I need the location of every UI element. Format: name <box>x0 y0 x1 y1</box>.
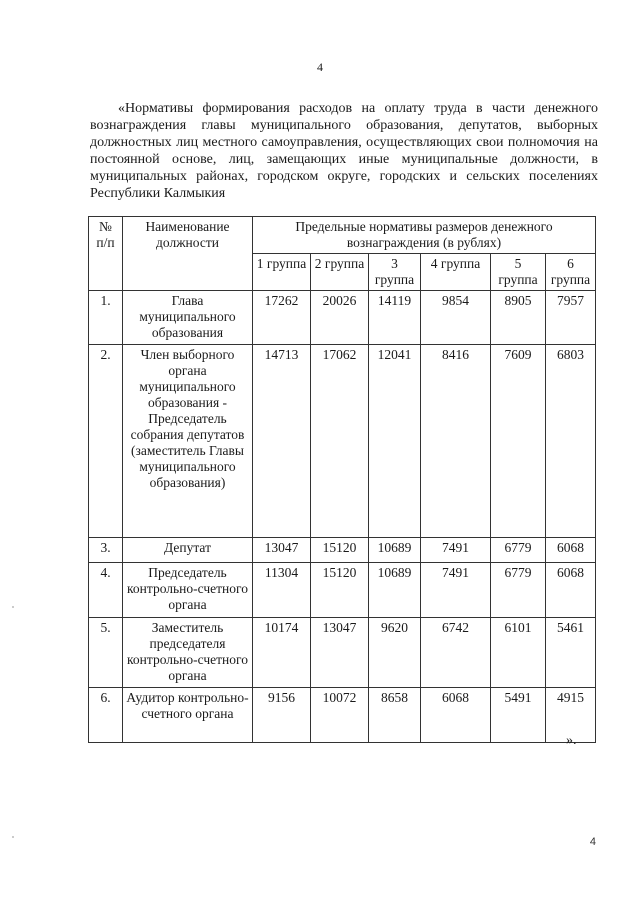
scan-speck <box>12 836 14 838</box>
amount-cell: 7491 <box>421 538 491 563</box>
amount-cell: 13047 <box>253 538 311 563</box>
position-name: Депутат <box>123 538 253 563</box>
amount-cell: 9620 <box>369 618 421 688</box>
amount-cell: 20026 <box>311 291 369 345</box>
position-name: Глава муниципального образования <box>123 291 253 345</box>
scan-speck <box>12 606 14 608</box>
amount-cell: 14713 <box>253 345 311 538</box>
table-row <box>89 345 596 538</box>
amount-cell: 5491 <box>491 688 546 743</box>
amount-cell: 6068 <box>546 563 596 618</box>
amount-cell: 12041 <box>369 345 421 538</box>
amount-cell: 15120 <box>311 563 369 618</box>
amount-cell: 6803 <box>546 345 596 538</box>
amount-cell: 5461 <box>546 618 596 688</box>
col-num-header: № п/п <box>89 217 123 291</box>
amount-cell: 9156 <box>253 688 311 743</box>
amount-cell: 10072 <box>311 688 369 743</box>
amount-cell: 8416 <box>421 345 491 538</box>
table-row <box>89 538 596 563</box>
amount-cell: 13047 <box>311 618 369 688</box>
intro-paragraph: «Нормативы формирования расходов на оплату труда в части денежного вознаграждения главы муниципального образования, депутатов, выборных должностных лиц местного самоуправления, осуществляющих свои полномочия на постоянной основе, лиц, замещающих иные муниципальные должности, в муниципальных районах, городском округе, городских и сельских поселениях Республики Калмыкия <box>90 101 598 201</box>
amount-cell: 11304 <box>253 563 311 618</box>
amount-cell: 6068 <box>546 538 596 563</box>
row-number: 3. <box>89 538 123 563</box>
row-number: 2. <box>89 345 123 538</box>
amount-cell: 10689 <box>369 563 421 618</box>
amount-cell: 8658 <box>369 688 421 743</box>
table-row <box>89 563 596 618</box>
page-number-bottom: 4 <box>589 836 596 848</box>
amount-cell: 15120 <box>311 538 369 563</box>
amount-cell: 10689 <box>369 538 421 563</box>
col-name-header: Наименование должности <box>123 217 253 291</box>
table-row <box>89 688 596 743</box>
row-number: 6. <box>89 688 123 743</box>
position-name: Председатель контрольно-счетного органа <box>123 563 253 618</box>
amount-cell: 6742 <box>421 618 491 688</box>
amount-cell: 7609 <box>491 345 546 538</box>
header-row-1 <box>89 217 596 254</box>
group-header-2: 2 группа <box>311 254 369 291</box>
row-number: 1. <box>89 291 123 345</box>
table-row <box>89 291 596 345</box>
group-header-5: 5 группа <box>491 254 546 291</box>
amount-cell: 17262 <box>253 291 311 345</box>
amount-cell: 6068 <box>421 688 491 743</box>
table-row <box>89 618 596 688</box>
amount-cell: 9854 <box>421 291 491 345</box>
amount-cell: 17062 <box>311 345 369 538</box>
position-name: Член выборного органа муниципального образования - Председатель собрания депутатов (заместитель Главы муниципального образования) <box>123 345 253 538</box>
amount-cell: 14119 <box>369 291 421 345</box>
amount-cell: 10174 <box>253 618 311 688</box>
page-number-top: 4 <box>317 60 323 74</box>
amount-cell: 6101 <box>491 618 546 688</box>
group-header-1: 1 группа <box>253 254 311 291</box>
group-header-4: 4 группа <box>421 254 491 291</box>
norms-table <box>88 216 596 743</box>
row-number: 4. <box>89 563 123 618</box>
position-name: Заместитель председателя контрольно-счетного органа <box>123 618 253 688</box>
col-values-header: Предельные нормативы размеров денежного вознаграждения (в рублях) <box>253 217 596 254</box>
group-header-3: 3 группа <box>369 254 421 291</box>
amount-cell: 6779 <box>491 538 546 563</box>
amount-cell: 7491 <box>421 563 491 618</box>
closing-mark: ». <box>566 733 577 748</box>
row-number: 5. <box>89 618 123 688</box>
amount-cell: 8905 <box>491 291 546 345</box>
position-name: Аудитор контрольно-счетного органа <box>123 688 253 743</box>
group-header-6: 6 группа <box>546 254 596 291</box>
amount-cell: 7957 <box>546 291 596 345</box>
amount-cell: 4915 <box>546 688 596 743</box>
amount-cell: 6779 <box>491 563 546 618</box>
